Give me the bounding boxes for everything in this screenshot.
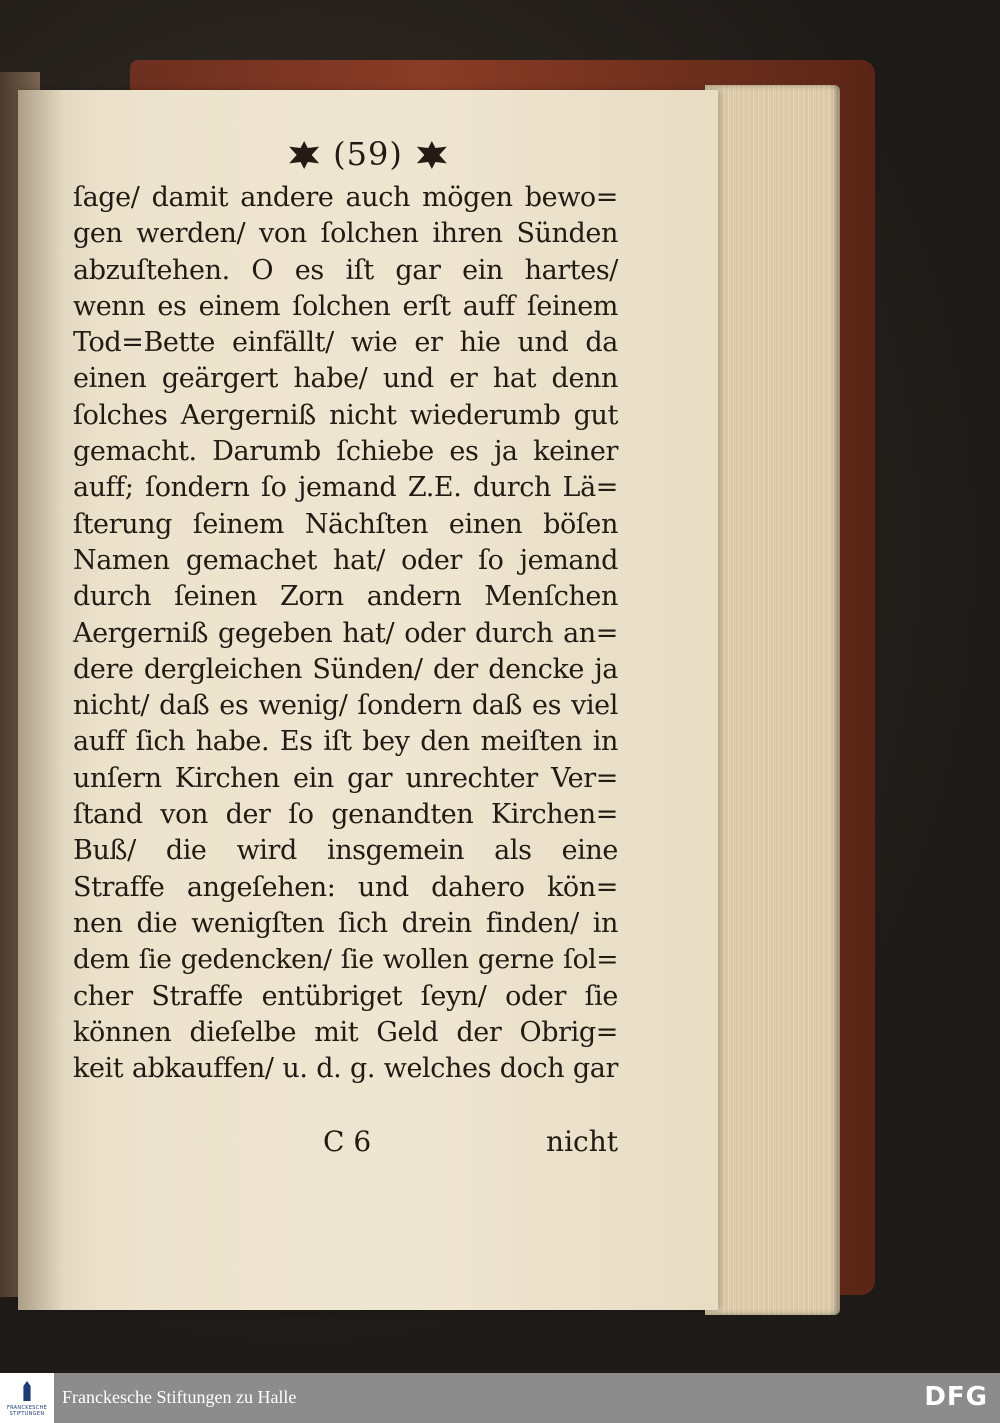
page-header	[18, 135, 718, 173]
text-line: ſolches Aergerniß nicht wiederumb gut	[73, 399, 618, 431]
signature-mark: C 6	[323, 1125, 372, 1158]
institution-name[interactable]: Franckesche Stiftungen zu Halle	[62, 1387, 297, 1407]
text-line: dere dergleichen Sünden/ der dencke ja	[73, 653, 618, 685]
text-line: Namen gemachet hat/ oder ſo jemand	[73, 544, 618, 576]
text-line: durch ſeinen Zorn andern Menſchen	[73, 581, 618, 613]
logo-caption	[2, 1405, 52, 1417]
text-line: dem ſie gedencken/ ſie wollen gerne ſol=	[73, 944, 618, 976]
page-edges	[705, 85, 840, 1315]
text-line: auff ſich habe. Es iſt bey den meiſten in	[73, 726, 618, 758]
ornament-right-icon	[417, 141, 447, 169]
body-text	[73, 180, 618, 1087]
text-line: können dieſelbe mit Geld der Obrig=	[73, 1016, 618, 1048]
text-line: unſern Kirchen ein gar unrechter Ver=	[73, 762, 618, 794]
page-footer	[73, 1125, 618, 1165]
text-line: abzuſtehen. O es iſt gar ein hartes/	[73, 254, 618, 286]
gutter-shadow	[18, 90, 63, 1310]
text-line: auff; ſondern ſo jemand Z.E. durch Lä=	[73, 472, 618, 504]
text-line: nicht/ daß es wenig/ ſondern daß es viel	[73, 690, 618, 722]
text-line: ſtand von der ſo genandten Kirchen=	[73, 799, 618, 831]
text-line: Buß/ die wird insgemein als eine	[73, 835, 618, 867]
text-line: einen geärgert habe/ und er hat denn	[73, 363, 618, 395]
dfg-logo[interactable]: DFG	[924, 1382, 988, 1412]
text-line: Straffe angeſehen: und dahero kön=	[73, 871, 618, 903]
text-line: Aergerniß gegeben hat/ oder durch an=	[73, 617, 618, 649]
text-line: Tod=Bette einfällt/ wie er hie und da	[73, 327, 618, 359]
footer-bar	[0, 1373, 1000, 1423]
logo-text-line1: FRANCKESCHE	[6, 1405, 48, 1411]
catchword: nicht	[546, 1125, 618, 1158]
text-line: nen die wenigſten ſich drein finden/ in	[73, 907, 618, 939]
text-line: gemacht. Darumb ſchiebe es ja keiner	[73, 436, 618, 468]
text-line: keit abkauffen/ u. d. g. welches doch gar	[73, 1053, 618, 1085]
page-number: (59)	[333, 135, 403, 173]
text-line: cher Straffe entübriget ſeyn/ oder ſie	[73, 980, 618, 1012]
institution-logo[interactable]	[0, 1373, 54, 1423]
text-line: wenn es einem ſolchen erſt auff ſeinem	[73, 290, 618, 322]
text-line: ſterung ſeinem Nächſten einen böſen	[73, 508, 618, 540]
ornament-left-icon	[289, 141, 319, 169]
text-line: ſage/ damit andere auch mögen bewo=	[73, 182, 618, 213]
building-icon	[18, 1381, 36, 1401]
book-page	[18, 90, 718, 1310]
logo-text-line2: STIFTUNGEN	[9, 1411, 45, 1417]
text-line: gen werden/ von ſolchen ihren Sünden	[73, 218, 618, 250]
